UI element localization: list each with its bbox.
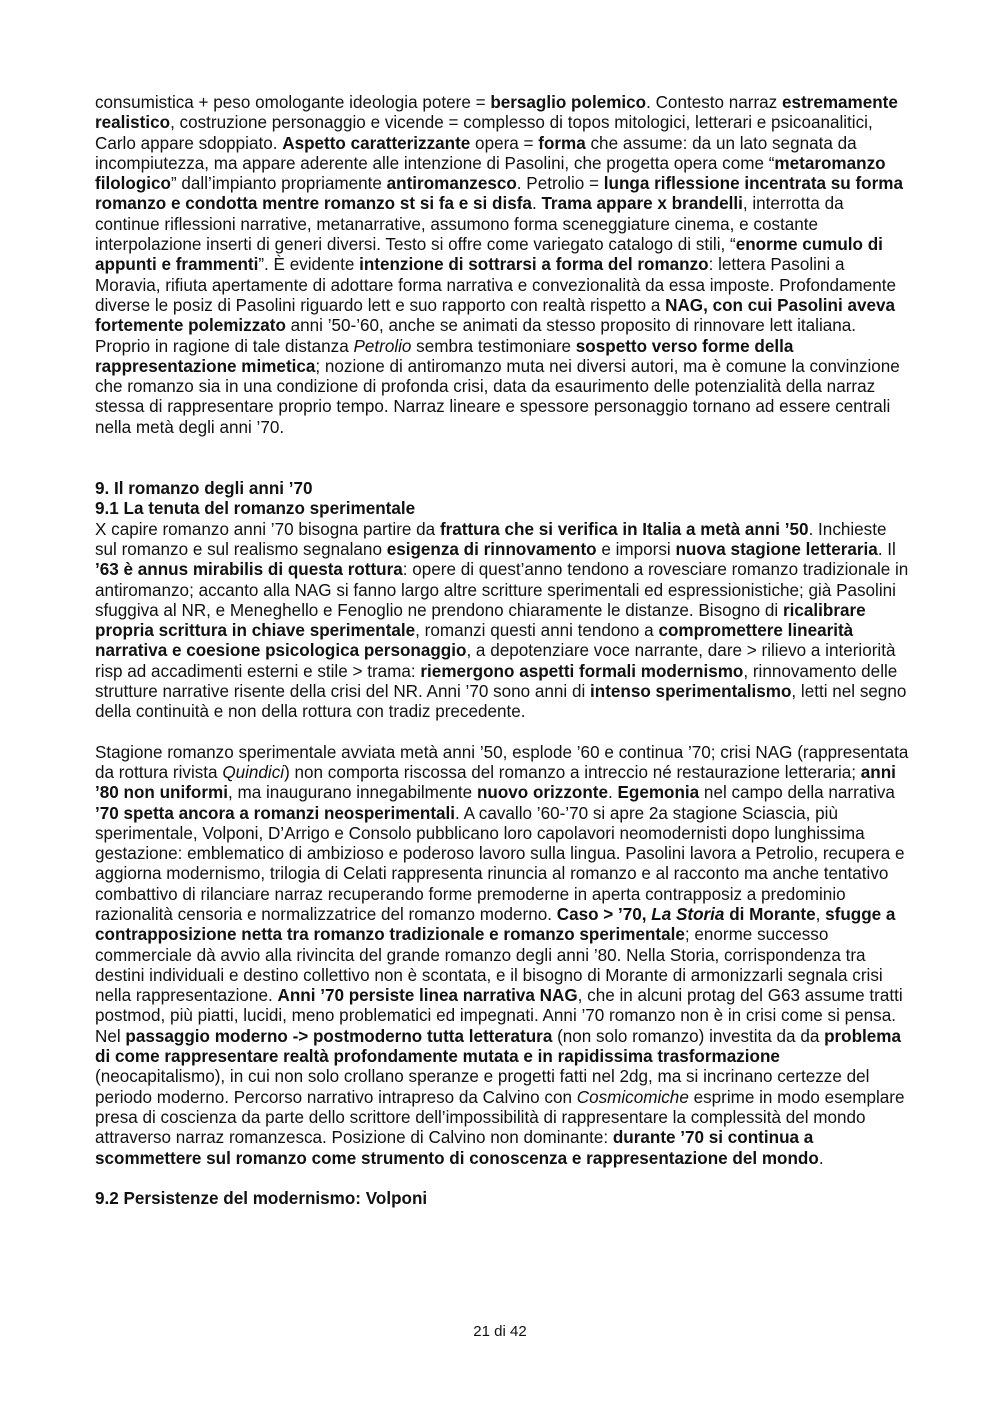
bold-text-run: compromettere linearità narrativa e coesione psicologica personaggio — [95, 621, 854, 661]
bold-text-run: sospetto verso forme della rappresentazione mimetica — [95, 336, 794, 376]
text-run: e imporsi — [596, 539, 676, 559]
italic-text-run: Quindici — [222, 762, 285, 782]
text-run: , — [815, 904, 826, 924]
text-run: ) non comporta riscossa del romanzo a intreccio né restaurazione letteraria; — [284, 762, 861, 782]
text-run: . Il — [877, 539, 896, 559]
text-run: ; nozione di antiromanzo muta nei diversi autori, ma è comune la convinzione che romanzo sia in una condizione di profonda crisi, data da esaurimento delle potenzialità della narraz stessa di rappresentare proprio tempo. Narraz lineare e spessore personaggio tornano ad essere centrali nella metà degli anni ’70. — [95, 356, 900, 437]
text-run: ; enorme successo commerciale dà avvio alla rivincita del grande romanzo degli anni ’80. Nella Storia, corrispondenza tra destini individuali e destino collettivo non è scontata, e il bisogno di Morante di armonizzarli segnala crisi nella rappresentazione. — [95, 925, 883, 1006]
bold-text-run: antiromanzesco — [386, 174, 517, 194]
subsection-heading-9-2: 9.2 Persistenze del modernismo: Volponi — [95, 1188, 428, 1208]
bold-text-run: intenso sperimentalismo — [590, 682, 792, 702]
text-run: X capire romanzo anni ’70 bisogna partire da — [95, 519, 440, 539]
bold-text-run: esigenza di rinnovamento — [386, 539, 597, 559]
text-run: ”. È evidente — [258, 255, 360, 275]
text-run: : lettera Pasolini a Moravia, rifiuta apertamente di adottare forma narrativa e convezionalità da essa imposte. Profondamente diverse le posiz di Pasolini riguardo lett e suo rapporto con realtà rispetto a — [95, 255, 896, 315]
text-run: . — [818, 1148, 824, 1168]
bold-text-run: Anni ’70 persiste linea narrativa NAG — [277, 986, 578, 1006]
bold-text-run: riemergono aspetti formali modernismo — [420, 661, 744, 681]
bold-text-run: passaggio moderno -> postmoderno tutta letteratura — [125, 1026, 553, 1046]
spacer — [95, 1169, 910, 1189]
text-run: , rinnovamento delle strutture narrative risente della crisi del NR. Anni ’70 sono anni di — [95, 661, 898, 702]
bold-text-run: intenzione di sottrarsi a forma del romanzo — [359, 255, 709, 275]
bold-text-run: NAG, con cui Pasolini aveva fortemente polemizzato — [95, 295, 896, 336]
text-run: , letti nel segno della continuità e non della rottura con tradiz precedente. — [95, 682, 907, 722]
text-run: . — [607, 783, 618, 803]
text-run: . Inchieste sul romanzo e sul realismo segnalano — [95, 519, 887, 559]
bold-text-run: Caso > ’70, — [556, 904, 652, 924]
text-run: . A cavallo ’60-’70 si apre 2a stagione Sciascia, più sperimentale, Volponi, D’Arrigo e Consolo pubblicano loro capolavori neomodernisti dopo lunghissima gestazione: emblematico di ambizioso e poderoso lavoro sulla lingua. Pasolini lavora a Petrolio, recupera e aggiorna modernismo, trilogia di Celati rappresenta rinuncia al romanzo e al racconto ma anche tentativo combattivo di rilanciare narraz recuperando forme premoderne in aperta contrapposiz a predominio razionalità censoria e normalizzatrice del romanzo moderno. — [95, 803, 905, 924]
section-heading-9: 9. Il romanzo degli anni ’70 — [95, 479, 313, 499]
bold-text-run: ’63 è annus mirabilis di questa rottura — [95, 560, 403, 580]
text-run: Stagione romanzo sperimentale avviata metà anni ’50, esplode ’60 e continua ’70; crisi NAG (rappresentata da rottura rivista — [95, 742, 909, 782]
text-run: esprime in modo esemplare presa di coscienza da parte dello scrittore dell’impossibilità di rappresentare la complessità del mondo attraverso narraz romanzesca. Posizione di Calvino non dominante: — [95, 1087, 905, 1148]
bold-text-run: lunga riflessione incentrata su forma romanzo e condotta mentre romanzo st si fa e si disfa — [95, 174, 903, 214]
bold-text-run: Egemonia — [617, 783, 700, 803]
italic-text-run: Cosmicomiche — [576, 1087, 689, 1107]
bold-text-run: bersaglio polemico — [490, 93, 647, 112]
text-run: , a depotenziare voce narrante, dare > rilievo a interiorità risp ad accadimenti esterni e stile > trama: — [95, 641, 896, 681]
text-run: , costruzione personaggio e vicende = complesso di topos mitologici, letterari e psicoanalitici, Carlo appare sdoppiato. — [95, 113, 873, 153]
bold-text-run: forma — [538, 133, 586, 153]
text-run: consumistica + peso omologante ideologia potere = — [95, 93, 491, 112]
paragraph-petrolio — [95, 93, 910, 438]
text-run: (non solo romanzo) investita da da — [552, 1026, 825, 1046]
bold-text-run: frattura che si verifica in Italia a metà anni ’50 — [439, 519, 809, 539]
text-run: anni ’50-’60, anche se animati da stesso proposito di rinnovare lett italiana. Proprio in ragione di tale distanza — [95, 316, 857, 356]
bold-text-run — [651, 905, 724, 924]
bold-text-run: di Morante — [724, 904, 816, 924]
bold-text-run: Trama appare x brandelli — [541, 194, 743, 214]
bold-text-run: nuovo orizzonte — [476, 783, 608, 803]
italic-text-run: Petrolio — [353, 336, 412, 356]
bold-text-run: estremamente realistico — [95, 93, 898, 133]
text-run: . Contesto narraz — [646, 93, 782, 112]
bold-text-run: ’70 spetta ancora a romanzi neosperimentali — [95, 803, 456, 823]
text-run: ” dall’impianto propriamente — [170, 174, 387, 194]
bold-text-run: durante ’70 si continua a scommettere sul romanzo come strumento di conoscenza e rappresentazione del mondo — [95, 1128, 819, 1168]
bold-text-run: sfugge a contrapposizione netta tra romanzo tradizionale e romanzo sperimentale — [95, 904, 896, 945]
subsection-heading-9-1: 9.1 La tenuta del romanzo sperimentale — [95, 499, 416, 519]
bold-text-run: enorme cumulo di appunti e frammenti — [95, 235, 883, 275]
text-run: sembra testimoniare — [411, 336, 576, 356]
text-run: , ma inaugurano innegabilmente — [227, 783, 477, 803]
document-page — [95, 93, 910, 1209]
page-number: 21 di 42 — [473, 1323, 527, 1340]
bold-text-run: Aspetto caratterizzante — [282, 133, 471, 153]
text-run: , interrotta da continue riflessioni narrative, metanarrative, assumono forma sceneggiature cinema, e costante interpolazione inserti di generi diversi. Testo si offre come variegato catalogo di stili, “ — [95, 194, 844, 255]
bold-text-run: ricalibrare propria scrittura in chiave sperimentale — [95, 600, 866, 641]
bold-text-run: problema di come rappresentare realtà profondamente mutata e in rapidissima trasformazione — [95, 1026, 902, 1067]
text-run: (neocapitalismo), in cui non solo crollano speranze e progetti fatti nel 2dg, ma si incrinano certezze del periodo moderno. Percorso narrativo intrapreso da Calvino con — [95, 1067, 870, 1107]
paragraph-stagione-sperimentale — [95, 743, 910, 1169]
spacer — [95, 723, 910, 743]
text-run: opera = — [470, 133, 539, 153]
paragraph-frattura-anni-50 — [95, 520, 910, 723]
text-run: . Petrolio = — [516, 174, 604, 194]
text-run: : opere di quest’anno tendono a rovesciare romanzo tradizionale in antiromanzo; accanto alla NAG si fanno largo altre scritture sperimentali ed espressionistiche; già Pasolini sfuggiva al NR, e Meneghello e Fenoglio ne prendono chiaramente le distanze. Bisogno di — [95, 560, 909, 620]
text-run: . — [531, 194, 542, 214]
text-run: La Storia — [651, 904, 725, 924]
text-run: , che in alcuni protag del G63 assume tratti postmod, più piatti, lucidi, meno problematici ed impegnati. Anni ’70 romanzo non è in crisi come si pensa. Nel — [95, 986, 903, 1046]
text-run: che assume: da un lato segnata da incompiutezza, ma appare aderente alle intenzione di Pasolini, che progetta opera come “ — [95, 133, 857, 173]
spacer — [95, 438, 910, 479]
bold-text-run: nuova stagione letteraria — [675, 539, 878, 559]
text-run: nel campo della narrativa — [699, 783, 895, 803]
bold-text-run: metaromanzo filologico — [95, 153, 886, 194]
text-run: , romanzi questi anni tendono a — [415, 621, 659, 641]
bold-text-run: anni ’80 non uniformi — [95, 762, 896, 803]
